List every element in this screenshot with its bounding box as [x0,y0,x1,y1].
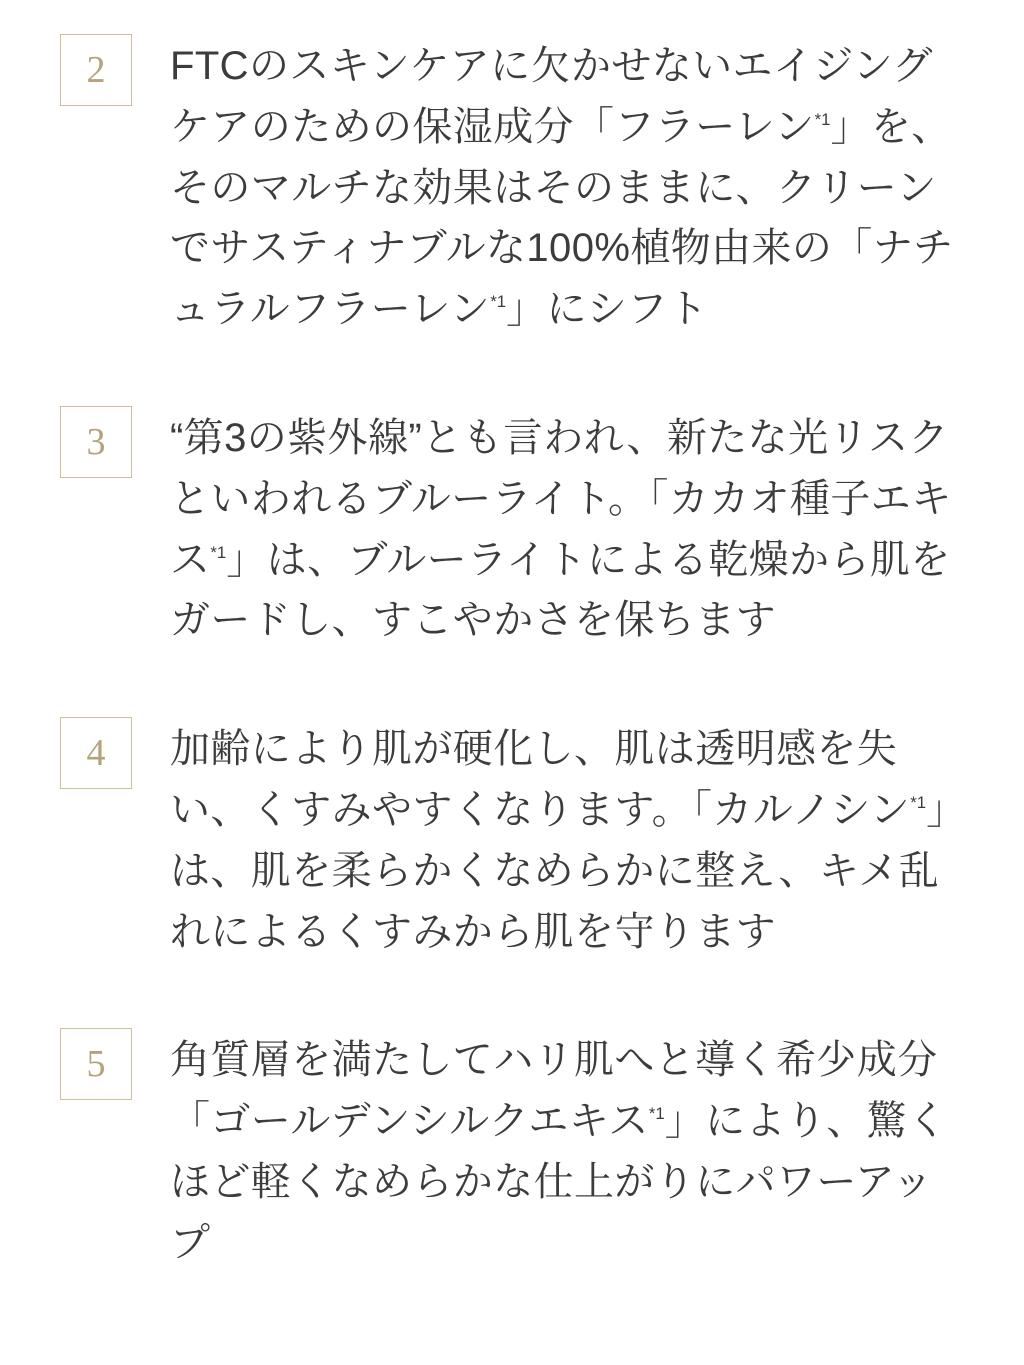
feature-number-box [60,717,132,789]
feature-number-box [60,406,132,478]
feature-item [60,406,964,651]
feature-description: 角質層を満たしてハリ肌へと導く希少成分「ゴールデンシルクエキス$^{*1}$」により、驚くほど軽くなめらかな仕上がりにパワーアップ [170,1038,948,1265]
feature-number: 3 [86,420,106,463]
feature-number: 2 [86,49,106,91]
feature-description: 加齢により肌が硬化し、肌は透明感を失い、くすみやすくなります。「カルノシン$^{*1}$」は、肌を柔らかくなめらかに整え、キメ乱れによるくすみから肌を守ります [170,727,947,954]
feature-number: 5 [86,1043,106,1086]
feature-list [60,34,964,1274]
feature-item [60,717,964,962]
feature-description: FTCのスキンケアに欠かせないエイジングケアのための保湿成分「フラーレン$^{*1}$」を、そのマルチな効果はそのままに、クリーンでサスティナブルな100%植物由来の「ナチュラルフラーレン$^{*1}$」にシフト [170,44,954,332]
feature-item [60,34,964,340]
feature-number-box [60,1028,132,1100]
feature-item [60,1028,964,1273]
feature-number-box [60,34,132,106]
feature-description: “第3の紫外線”とも言われ、新たな光リスクといわれるブルーライト。「カカオ種子エキス$^{*1}$」は、ブルーライトによる乾燥から肌をガードし、すこやかさを保ちます [170,415,952,643]
feature-number: 4 [86,732,106,775]
